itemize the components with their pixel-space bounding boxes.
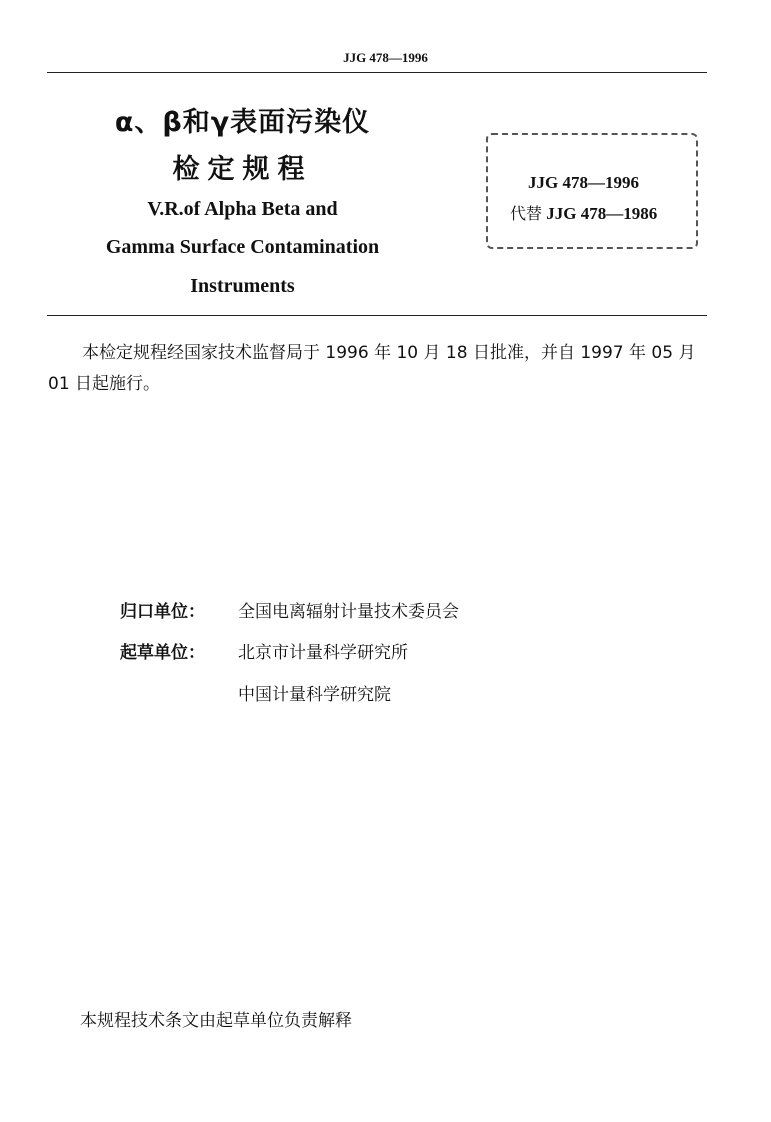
- title-en-line1: V.R.of Alpha Beta and: [147, 198, 338, 220]
- responsible-unit-value: 全国电离辐射计量技术委员会: [238, 602, 459, 622]
- header-standard-code: JJG 478—1996: [343, 50, 428, 65]
- code-box-code: JJG 478—1996: [528, 173, 639, 192]
- top-divider: [47, 72, 707, 73]
- responsible-unit-label: 归口单位：: [120, 602, 205, 622]
- code-box-replaces: [510, 201, 657, 224]
- interpretation-note: 本规程技术条文由起草单位负责解释: [80, 1011, 352, 1031]
- title-bottom-divider: [47, 315, 707, 316]
- drafting-unit-value-2: 中国计量科学研究院: [238, 685, 391, 705]
- title-cn-line1: α、β和γ表面污染仪: [114, 107, 371, 138]
- approval-statement: 本检定规程经国家技术监督局于 1996 年 10 月 18 日批准，并自 1997 年 05 月 01 日起施行。: [48, 343, 696, 394]
- title-en-line2: Gamma Surface Contamination: [105, 236, 380, 258]
- drafting-unit-value-1: 北京市计量科学研究所: [238, 643, 408, 663]
- standard-code-box: [486, 133, 698, 249]
- title-cn-line2: 检定规程: [172, 154, 313, 185]
- replaces-code: JJG 478—1986: [546, 204, 658, 223]
- drafting-unit-label: 起草单位：: [120, 643, 205, 663]
- replaces-label: 代替: [510, 204, 543, 223]
- title-en-line3: Instruments: [190, 275, 295, 297]
